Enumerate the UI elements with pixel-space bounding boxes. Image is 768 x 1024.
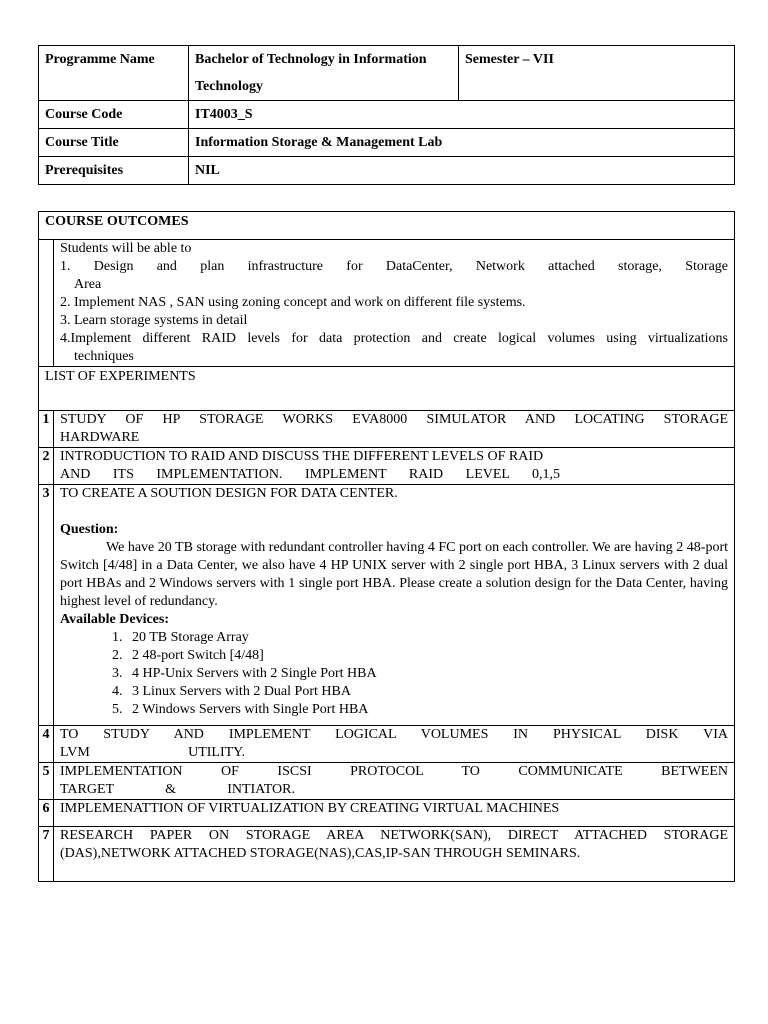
table-row (39, 726, 735, 763)
table-row (39, 367, 735, 411)
list-item: 3. Learn storage systems in detail (60, 313, 248, 328)
experiment-3 (54, 485, 735, 726)
experiment-2-line2: AND ITS IMPLEMENTATION. IMPLEMENT RAID LEVEL 0,1,5 (60, 467, 560, 482)
experiment-number: 7 (39, 827, 54, 882)
experiment-5-line2: TARGET & INTIATOR. (60, 782, 295, 797)
experiment-number: 4 (39, 726, 54, 763)
list-item: 3. 4 HP-Unix Servers with 2 Single Port HBA (126, 665, 728, 683)
programme-name-value: Bachelor of Technology in Information Technology (189, 46, 459, 101)
blank-line (60, 503, 728, 521)
experiment-4-line2: LVM UTILITY. (60, 745, 245, 760)
course-code-value: IT4003_S (189, 101, 735, 129)
table-row (39, 129, 735, 157)
experiments-heading: LIST OF EXPERIMENTS (39, 367, 735, 411)
table-row (39, 46, 735, 101)
course-title-label: Course Title (39, 129, 189, 157)
list-item: 5. 2 Windows Servers with Single Port HBA (126, 701, 728, 719)
list-item: 4. 3 Linux Servers with 2 Dual Port HBA (126, 683, 728, 701)
experiment-4 (54, 726, 735, 763)
table-row (39, 448, 735, 485)
experiment-6: IMPLEMENATTION OF VIRTUALIZATION BY CREATING VIRTUAL MACHINES (54, 800, 735, 827)
experiment-3-title: TO CREATE A SOUTION DESIGN FOR DATA CENTER. (60, 486, 398, 501)
table-row (39, 212, 735, 240)
course-info-table (38, 45, 735, 185)
experiment-5 (54, 763, 735, 800)
devices-label: Available Devices: (60, 612, 169, 627)
experiment-number: 1 (39, 411, 54, 448)
table-row (39, 763, 735, 800)
devices-list (60, 629, 728, 719)
experiment-number: 3 (39, 485, 54, 726)
experiment-number: 2 (39, 448, 54, 485)
prerequisites-value: NIL (189, 157, 735, 185)
prerequisites-label: Prerequisites (39, 157, 189, 185)
experiment-1-line1: STUDY OF HP STORAGE WORKS EVA8000 SIMULATOR AND LOCATING STORAGE (60, 412, 728, 427)
list-item (60, 258, 728, 294)
experiment-7-line1: RESEARCH PAPER ON STORAGE AREA NETWORK(SAN), DIRECT ATTACHED STORAGE (60, 828, 728, 843)
experiment-2-line1: INTRODUCTION TO RAID AND DISCUSS THE DIFFERENT LEVELS OF RAID (60, 449, 544, 464)
outcomes-intro: Students will be able to (60, 241, 192, 256)
semester: Semester – VII (459, 46, 735, 101)
list-item: 1. 20 TB Storage Array (126, 629, 728, 647)
list-item: 2. Implement NAS , SAN using zoning concept and work on different file systems. (60, 295, 526, 310)
table-row (39, 827, 735, 882)
table-row (39, 485, 735, 726)
experiment-5-line1: IMPLEMENTATION OF ISCSI PROTOCOL TO COMMUNICATE BETWEEN (60, 764, 728, 779)
course-outcomes-body (54, 240, 735, 367)
course-outcomes-heading: COURSE OUTCOMES (39, 212, 735, 240)
blank-cell (39, 240, 54, 367)
experiment-4-line1: TO STUDY AND IMPLEMENT LOGICAL VOLUMES IN PHYSICAL DISK VIA (60, 727, 728, 742)
experiment-7-line2: (DAS),NETWORK ATTACHED STORAGE(NAS),CAS,IP-SAN THROUGH SEMINARS. (60, 846, 581, 861)
table-row (39, 240, 735, 367)
course-outcomes-table (38, 211, 735, 882)
list-item (60, 330, 728, 366)
outcome-4-line2: techniques (74, 349, 134, 364)
table-row (39, 411, 735, 448)
experiment-2 (54, 448, 735, 485)
experiment-number: 6 (39, 800, 54, 827)
course-code-label: Course Code (39, 101, 189, 129)
question-label: Question: (60, 522, 119, 537)
experiment-1-line2: HARDWARE (60, 430, 140, 445)
outcome-4-line1: 4.Implement different RAID levels for data protection and create logical volumes using virtualizations (60, 331, 728, 346)
experiment-1 (54, 411, 735, 448)
outcome-1-line2: Area (74, 277, 102, 292)
table-row (39, 800, 735, 827)
experiment-number: 5 (39, 763, 54, 800)
experiment-7 (54, 827, 735, 882)
table-row (39, 157, 735, 185)
question-text: We have 20 TB storage with redundant controller having 4 FC port on each controller. We are having 2 48-port Switch [4/48] in a Data Center, we also have 4 HP UNIX server with 2 single port HBA, 3 Linux servers with 2 dual port HBAs and 2 Windows servers with 1 single port HBA. Please create a solution design for the Data Center, having highest level of redundancy. (60, 540, 728, 609)
list-item: 2. 2 48-port Switch [4/48] (126, 647, 728, 665)
programme-name-label: Programme Name (39, 46, 189, 101)
table-row (39, 101, 735, 129)
course-title-value: Information Storage & Management Lab (189, 129, 735, 157)
outcome-1-line1: 1. Design and plan infrastructure for DataCenter, Network attached storage, Storage (60, 259, 728, 274)
